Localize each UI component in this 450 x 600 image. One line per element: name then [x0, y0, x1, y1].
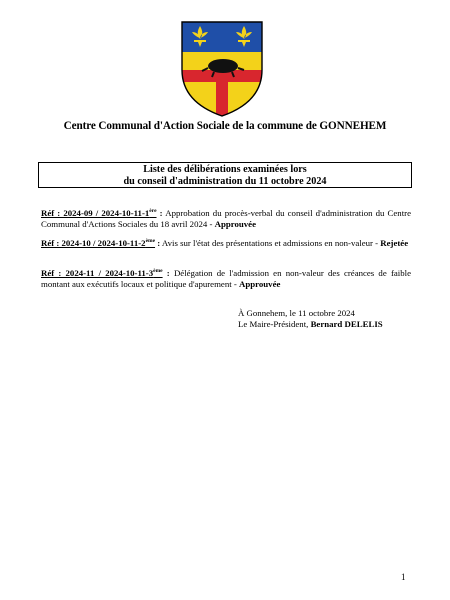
signer-role: Le Maire-Président, [238, 319, 309, 329]
deliberation-reference: Réf : 2024-09 / 2024-10-11-1ère [41, 208, 157, 218]
deliberation-item: Réf : 2024-10 / 2024-10-11-2ème : Avis sur l'état des présentations et admissions en non-valeur - Rejetée [41, 238, 409, 248]
deliberation-text: Délégation de l'admission en non-valeur des créances de faible montant aux exécutifs locaux et politique d'apurement - [41, 268, 411, 289]
signature-line [238, 319, 383, 330]
deliberations-title-box [38, 162, 412, 188]
title-line-1: Liste des délibérations examinées lors [143, 164, 307, 175]
deliberation-item: Réf : 2024-09 / 2024-10-11-1ère : Approbation du procès-verbal du conseil d'administration du Centre Communal d'Actions Sociales du 18 avril 2024 - Approuvée [41, 208, 411, 229]
signer-name: Bernard DELELIS [310, 319, 383, 329]
deliberation-status: Approuvée [239, 279, 281, 289]
title-line-2: du conseil d'administration du 11 octobre 2024 [123, 175, 327, 187]
deliberation-reference: Réf : 2024-10 / 2024-10-11-2ème [41, 238, 156, 248]
page-number: 1 [401, 572, 406, 582]
deliberation-status: Rejetée [380, 238, 409, 248]
coat-of-arms-icon [178, 18, 266, 118]
deliberation-reference: Réf : 2024-11 / 2024-10-11-3ème [41, 268, 163, 278]
signature-block [238, 308, 383, 330]
deliberation-status: Approuvée [214, 219, 256, 229]
signature-place-date: À Gonnehem, le 11 octobre 2024 [238, 308, 355, 318]
deliberation-item: Réf : 2024-11 / 2024-10-11-3ème : Délégation de l'admission en non-valeur des créances de faible montant aux exécutifs locaux et politique d'apurement - Approuvée [41, 268, 411, 289]
deliberation-text: Avis sur l'état des présentations et admissions en non-valeur - [161, 238, 379, 248]
deliberation-text: Approbation du procès-verbal du conseil d'administration du Centre Communal d'Actions Sociales du 18 avril 2024 - [41, 208, 411, 229]
organization-title: Centre Communal d'Action Sociale de la commune de GONNEHEM [63, 120, 387, 132]
